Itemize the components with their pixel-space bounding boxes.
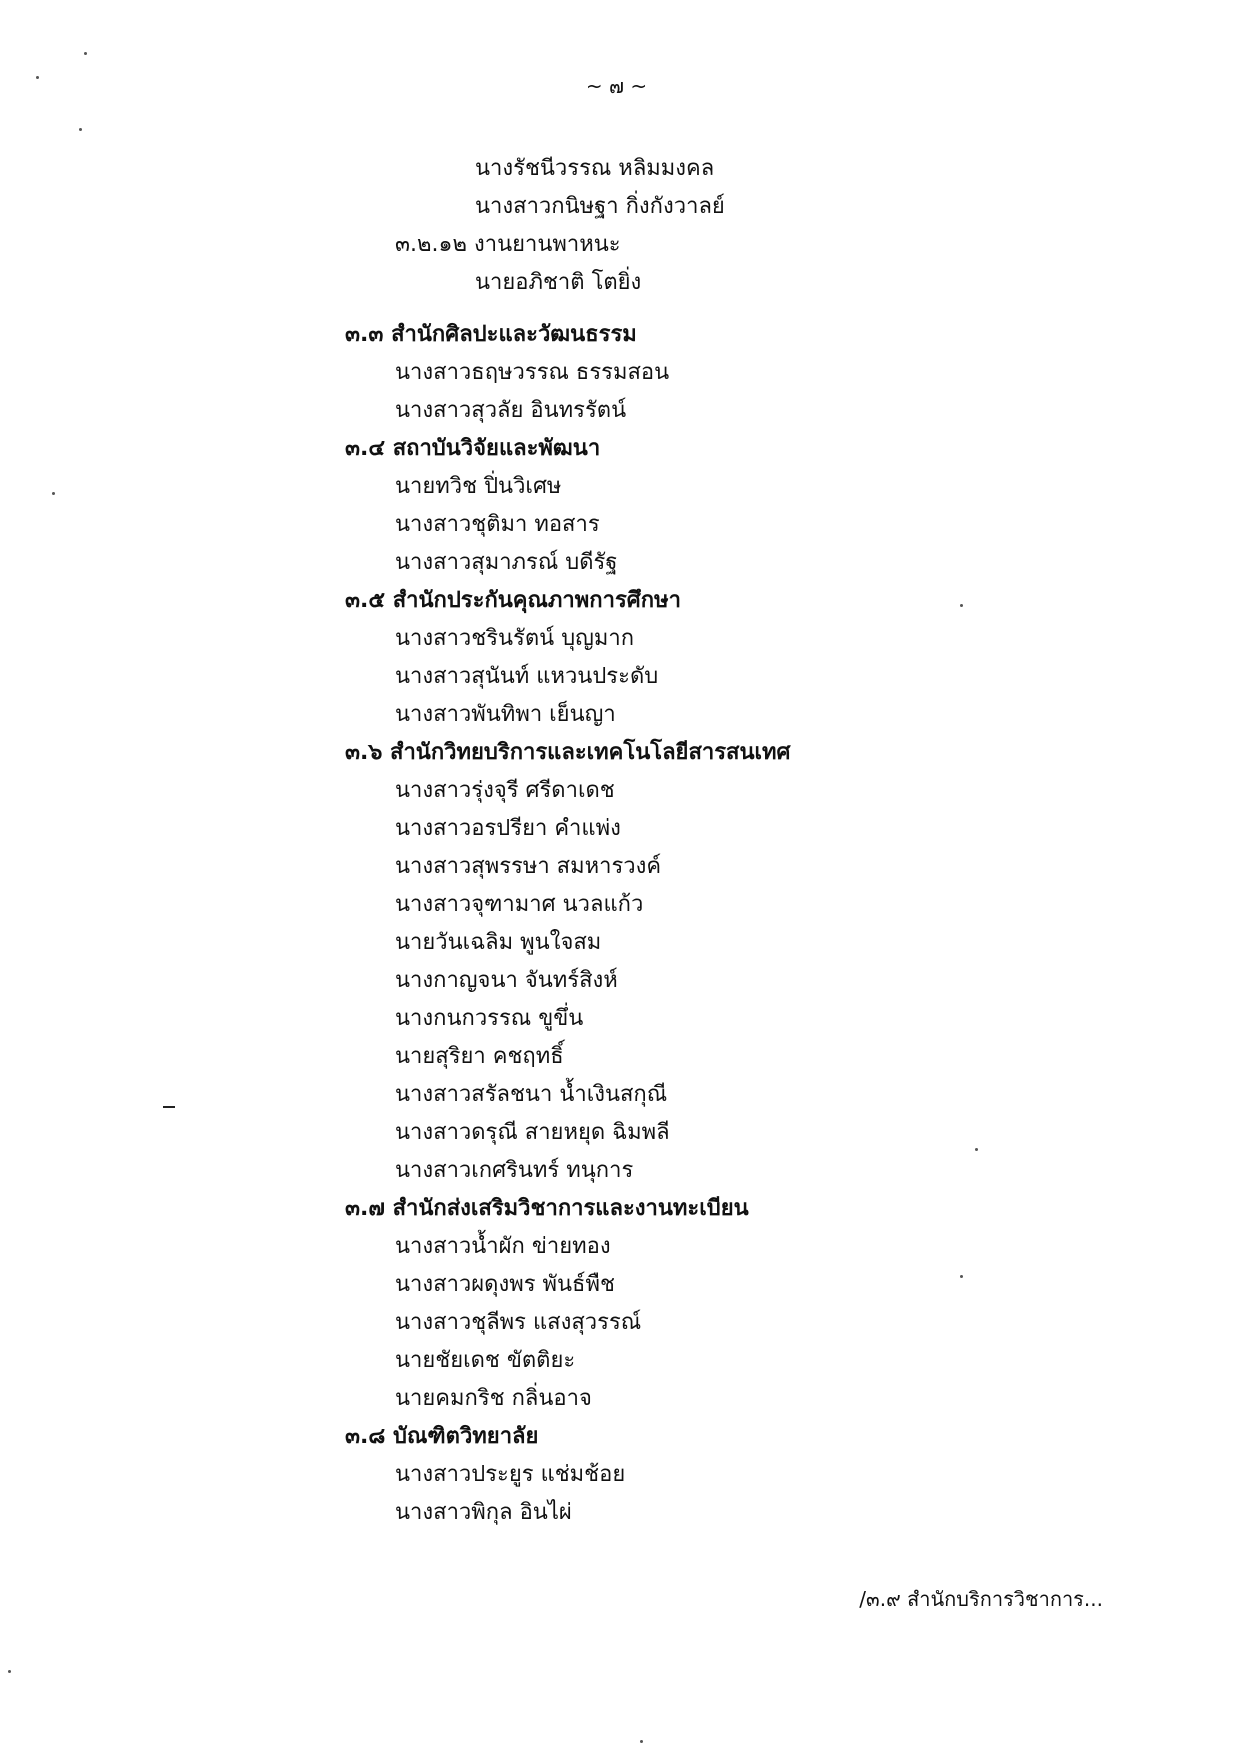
member-name: นางกาญจนา จันทร์สิงห์ bbox=[395, 968, 618, 993]
member-name: นายสุริยา คชฤทธิ์ bbox=[395, 1044, 564, 1069]
member-name: นางสาวผดุงพร พันธ์พืช bbox=[395, 1272, 615, 1297]
member-name: นายวันเฉลิม พูนใจสม bbox=[395, 930, 602, 955]
section-heading: ๓.๖ สำนักวิทยบริการและเทคโนโลยีสารสนเทศ bbox=[345, 740, 791, 765]
page-number: ~ ๗ ~ bbox=[585, 74, 648, 98]
subsection-heading: ๓.๒.๑๒ งานยานพาหนะ bbox=[395, 232, 621, 257]
scan-speck bbox=[960, 1275, 963, 1278]
scan-speck bbox=[8, 1670, 11, 1673]
member-name: นางสาวสุมาภรณ์ บดีรัฐ bbox=[395, 550, 618, 575]
member-name: นายทวิช ปิ่นวิเศษ bbox=[395, 474, 562, 499]
member-name: นางสาวสุนันท์ แหวนประดับ bbox=[395, 664, 659, 689]
member-name: นางสาวรุ่งจุรี ศรีดาเดช bbox=[395, 778, 615, 803]
continuation-note: /๓.๙ สำนักบริการวิชาการ... bbox=[859, 1587, 1103, 1611]
member-name: นางสาวพันทิพา เย็นญา bbox=[395, 702, 616, 727]
member-name: นางสาวกนิษฐา กิ่งกังวาลย์ bbox=[475, 194, 725, 219]
member-name: นางสาวชุลีพร แสงสุวรรณ์ bbox=[395, 1310, 642, 1335]
member-name: นางกนกวรรณ ขูขึ่น bbox=[395, 1006, 584, 1031]
member-name: นางสาวจุฑามาศ นวลแก้ว bbox=[395, 892, 644, 917]
member-name: นางสาวน้ำผัก ข่ายทอง bbox=[395, 1234, 611, 1259]
member-name: นายอภิชาติ โตยิ่ง bbox=[475, 270, 642, 295]
scan-speck bbox=[36, 76, 39, 79]
member-name: นางสาวธฤษวรรณ ธรรมสอน bbox=[395, 360, 670, 385]
scan-speck bbox=[960, 604, 963, 607]
section-heading: ๓.๕ สำนักประกันคุณภาพการศึกษา bbox=[345, 588, 681, 613]
scan-dash bbox=[163, 1106, 175, 1108]
member-name: นายชัยเดช ขัตติยะ bbox=[395, 1348, 576, 1373]
scan-speck bbox=[975, 1148, 978, 1151]
section-heading: ๓.๔ สถาบันวิจัยและพัฒนา bbox=[345, 436, 601, 461]
section-heading: ๓.๘ บัณฑิตวิทยาลัย bbox=[345, 1424, 539, 1449]
scan-speck bbox=[640, 1740, 643, 1743]
member-name: นางสาวเกศรินทร์ ทนุการ bbox=[395, 1158, 634, 1183]
section-heading: ๓.๓ สำนักศิลปะและวัฒนธรรม bbox=[345, 322, 637, 347]
section-heading: ๓.๗ สำนักส่งเสริมวิชาการและงานทะเบียน bbox=[345, 1196, 749, 1221]
scan-speck bbox=[79, 128, 82, 131]
member-name: นางสาวสรัลชนา น้ำเงินสกุณี bbox=[395, 1082, 668, 1107]
member-name: นางสาวชุติมา ทอสาร bbox=[395, 512, 600, 537]
member-name: นางสาวประยูร แช่มช้อย bbox=[395, 1462, 626, 1487]
member-name: นางรัชนีวรรณ หลิมมงคล bbox=[475, 156, 715, 181]
scan-speck bbox=[52, 492, 55, 495]
member-name: นางสาวชรินรัตน์ บุญมาก bbox=[395, 626, 635, 651]
member-name: นางสาวดรุณี สายหยุด ฉิมพลี bbox=[395, 1120, 670, 1145]
member-name: นายคมกริช กลิ่นอาจ bbox=[395, 1386, 592, 1411]
member-name: นางสาวสุพรรษา สมหารวงค์ bbox=[395, 854, 662, 879]
scan-speck bbox=[84, 52, 87, 55]
member-name: นางสาวพิกุล อินไผ่ bbox=[395, 1500, 572, 1525]
member-name: นางสาวสุวลัย อินทรรัตน์ bbox=[395, 398, 627, 423]
member-name: นางสาวอรปรียา คำแพ่ง bbox=[395, 816, 621, 841]
document-body bbox=[0, 150, 1233, 1532]
